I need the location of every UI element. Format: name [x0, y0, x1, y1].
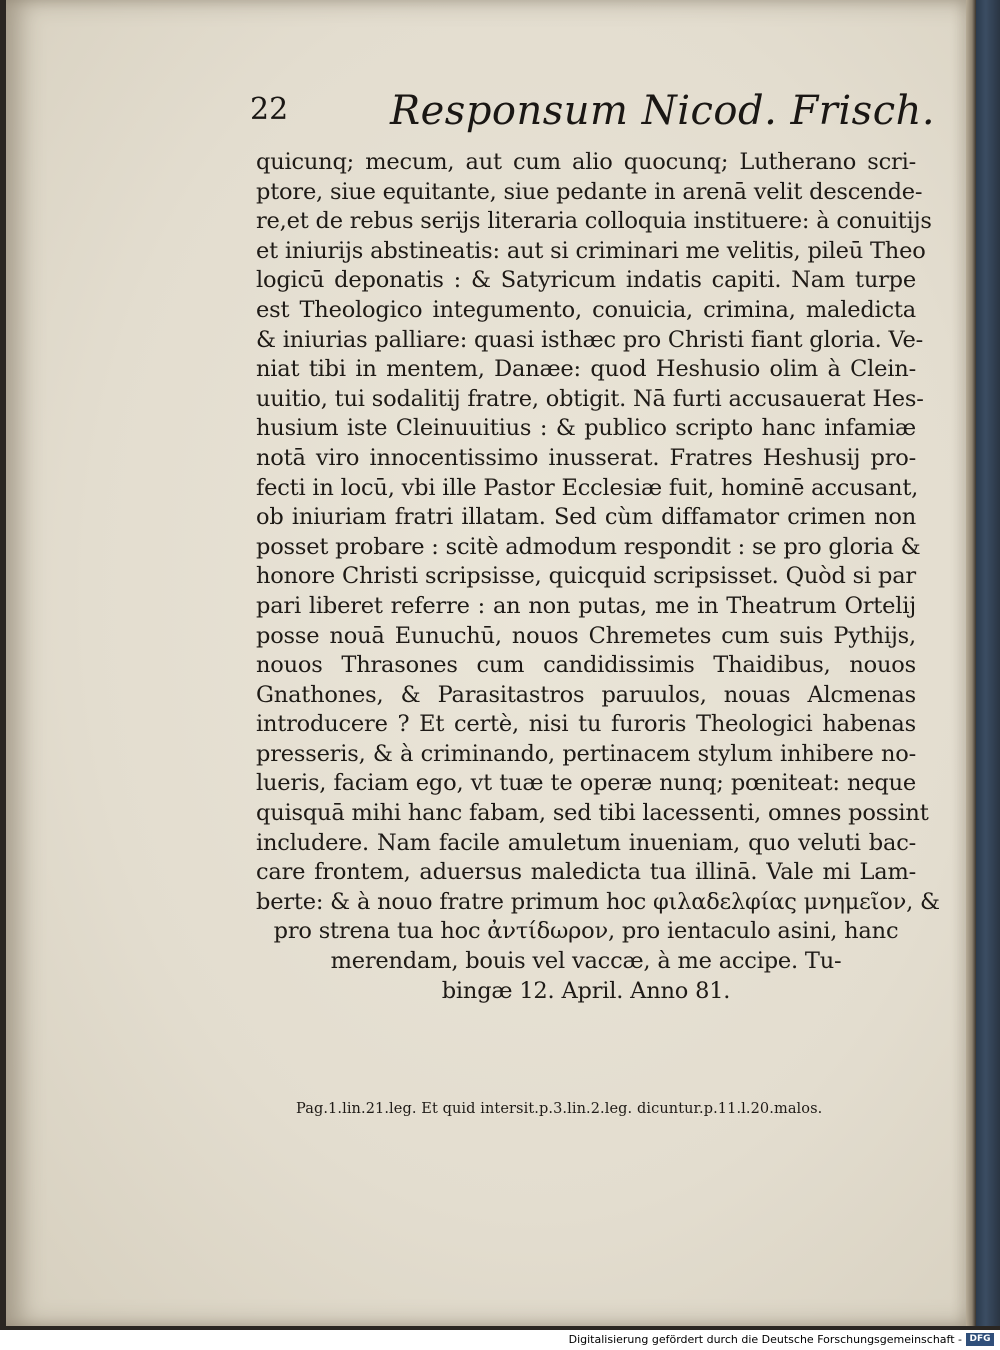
- text-line: nouos Thrasones cum candidissimis Thaidibus, nouos: [256, 652, 916, 679]
- text-line: includere. Nam facile amuletum inueniam, quo veluti bac-: [256, 829, 916, 856]
- body-text: [256, 148, 940, 1006]
- text-line: notā viro innocentissimo inusserat. Fratres Heshusij pro-: [256, 444, 916, 471]
- text-line: posse nouā Eunuchū, nouos Chremetes cum suis Pythijs,: [256, 622, 916, 649]
- text-line: introducere ? Et certè, nisi tu furoris Theologici habenas: [256, 711, 916, 738]
- footer-bar: [0, 1330, 1000, 1350]
- text-line: Gnathones, & Parasitastros paruulos, nouas Alcmenas: [256, 681, 916, 708]
- page-header: [250, 88, 936, 148]
- text-line: berte: & à nouo fratre primum hoc φιλαδελφίας μνημεῖον, &: [256, 888, 940, 915]
- text-line: bingæ 12. April. Anno 81.: [441, 977, 731, 1004]
- text-line: merendam, bouis vel vaccæ, à me accipe. Tu-: [330, 948, 842, 975]
- text-line: quisquā mihi hanc fabam, sed tibi lacessenti, omnes possint: [256, 800, 929, 827]
- text-line: logicū deponatis : & Satyricum indatis capiti. Nam turpe: [256, 267, 916, 294]
- page-number: 22: [250, 92, 289, 127]
- text-line: ob iniuriam fratri illatam. Sed cùm diffamator crimen non: [256, 504, 916, 531]
- text-line: ptore, siue equitante, siue pedante in arenā velit descende-: [256, 178, 923, 205]
- text-line: posset probare : scitè admodum respondit : se pro gloria &: [256, 533, 921, 560]
- errata-note: Pag.1.lin.21.leg. Et quid intersit.p.3.lin.2.leg. dicuntur.p.11.l.20.malos.: [296, 1101, 823, 1117]
- text-line: pro strena tua hoc ἀντίδωρον, pro ientaculo asini, hanc: [273, 918, 899, 945]
- text-line: pari liberet referre : an non putas, me in Theatrum Ortelij: [256, 592, 916, 619]
- text-line: husium iste Cleinuuitius : & publico scripto hanc infamiæ: [256, 415, 916, 442]
- text-line: fecti in locū, vbi ille Pastor Ecclesiæ fuit, hominē accusant,: [256, 474, 919, 501]
- text-line: niat tibi in mentem, Danæe: quod Heshusio olim à Clein-: [256, 356, 916, 383]
- text-line: et iniurijs abstineatis: aut si criminari me velitis, pileū Theo: [256, 237, 926, 264]
- text-line: care frontem, aduersus maledicta tua illinā. Vale mi Lam-: [256, 859, 916, 886]
- page-edge: [966, 0, 976, 1326]
- dfg-logo-icon: DFG: [966, 1333, 994, 1346]
- running-head: Responsum Nicod. Frisch.: [390, 88, 936, 134]
- text-line: lueris, faciam ego, vt tuæ te operæ nunq; pœniteat: neque: [256, 770, 916, 797]
- text-line: honore Christi scripsisse, quicquid scripsisset. Quòd si par: [256, 563, 916, 590]
- text-line: quicunq; mecum, aut cum alio quocunq; Lutherano scri-: [256, 149, 916, 175]
- text-line: est Theologico integumento, conuicia, crimina, maledicta: [256, 296, 916, 323]
- funding-credit: Digitalisierung gefördert durch die Deutsche Forschungsgemeinschaft -: [568, 1333, 962, 1346]
- text-line: & iniurias palliare: quasi isthæc pro Christi fiant gloria. Ve-: [256, 326, 924, 353]
- text-line: uuitio, tui sodalitij fratre, obtigit. Nā furti accusauerat Hes-: [256, 385, 924, 412]
- book-binding: [976, 0, 1000, 1326]
- text-line: presseris, & à criminando, pertinacem stylum inhibere no-: [256, 740, 916, 767]
- text-line: re,et de rebus serijs literaria colloquia instituere: à conuitijs: [256, 208, 932, 235]
